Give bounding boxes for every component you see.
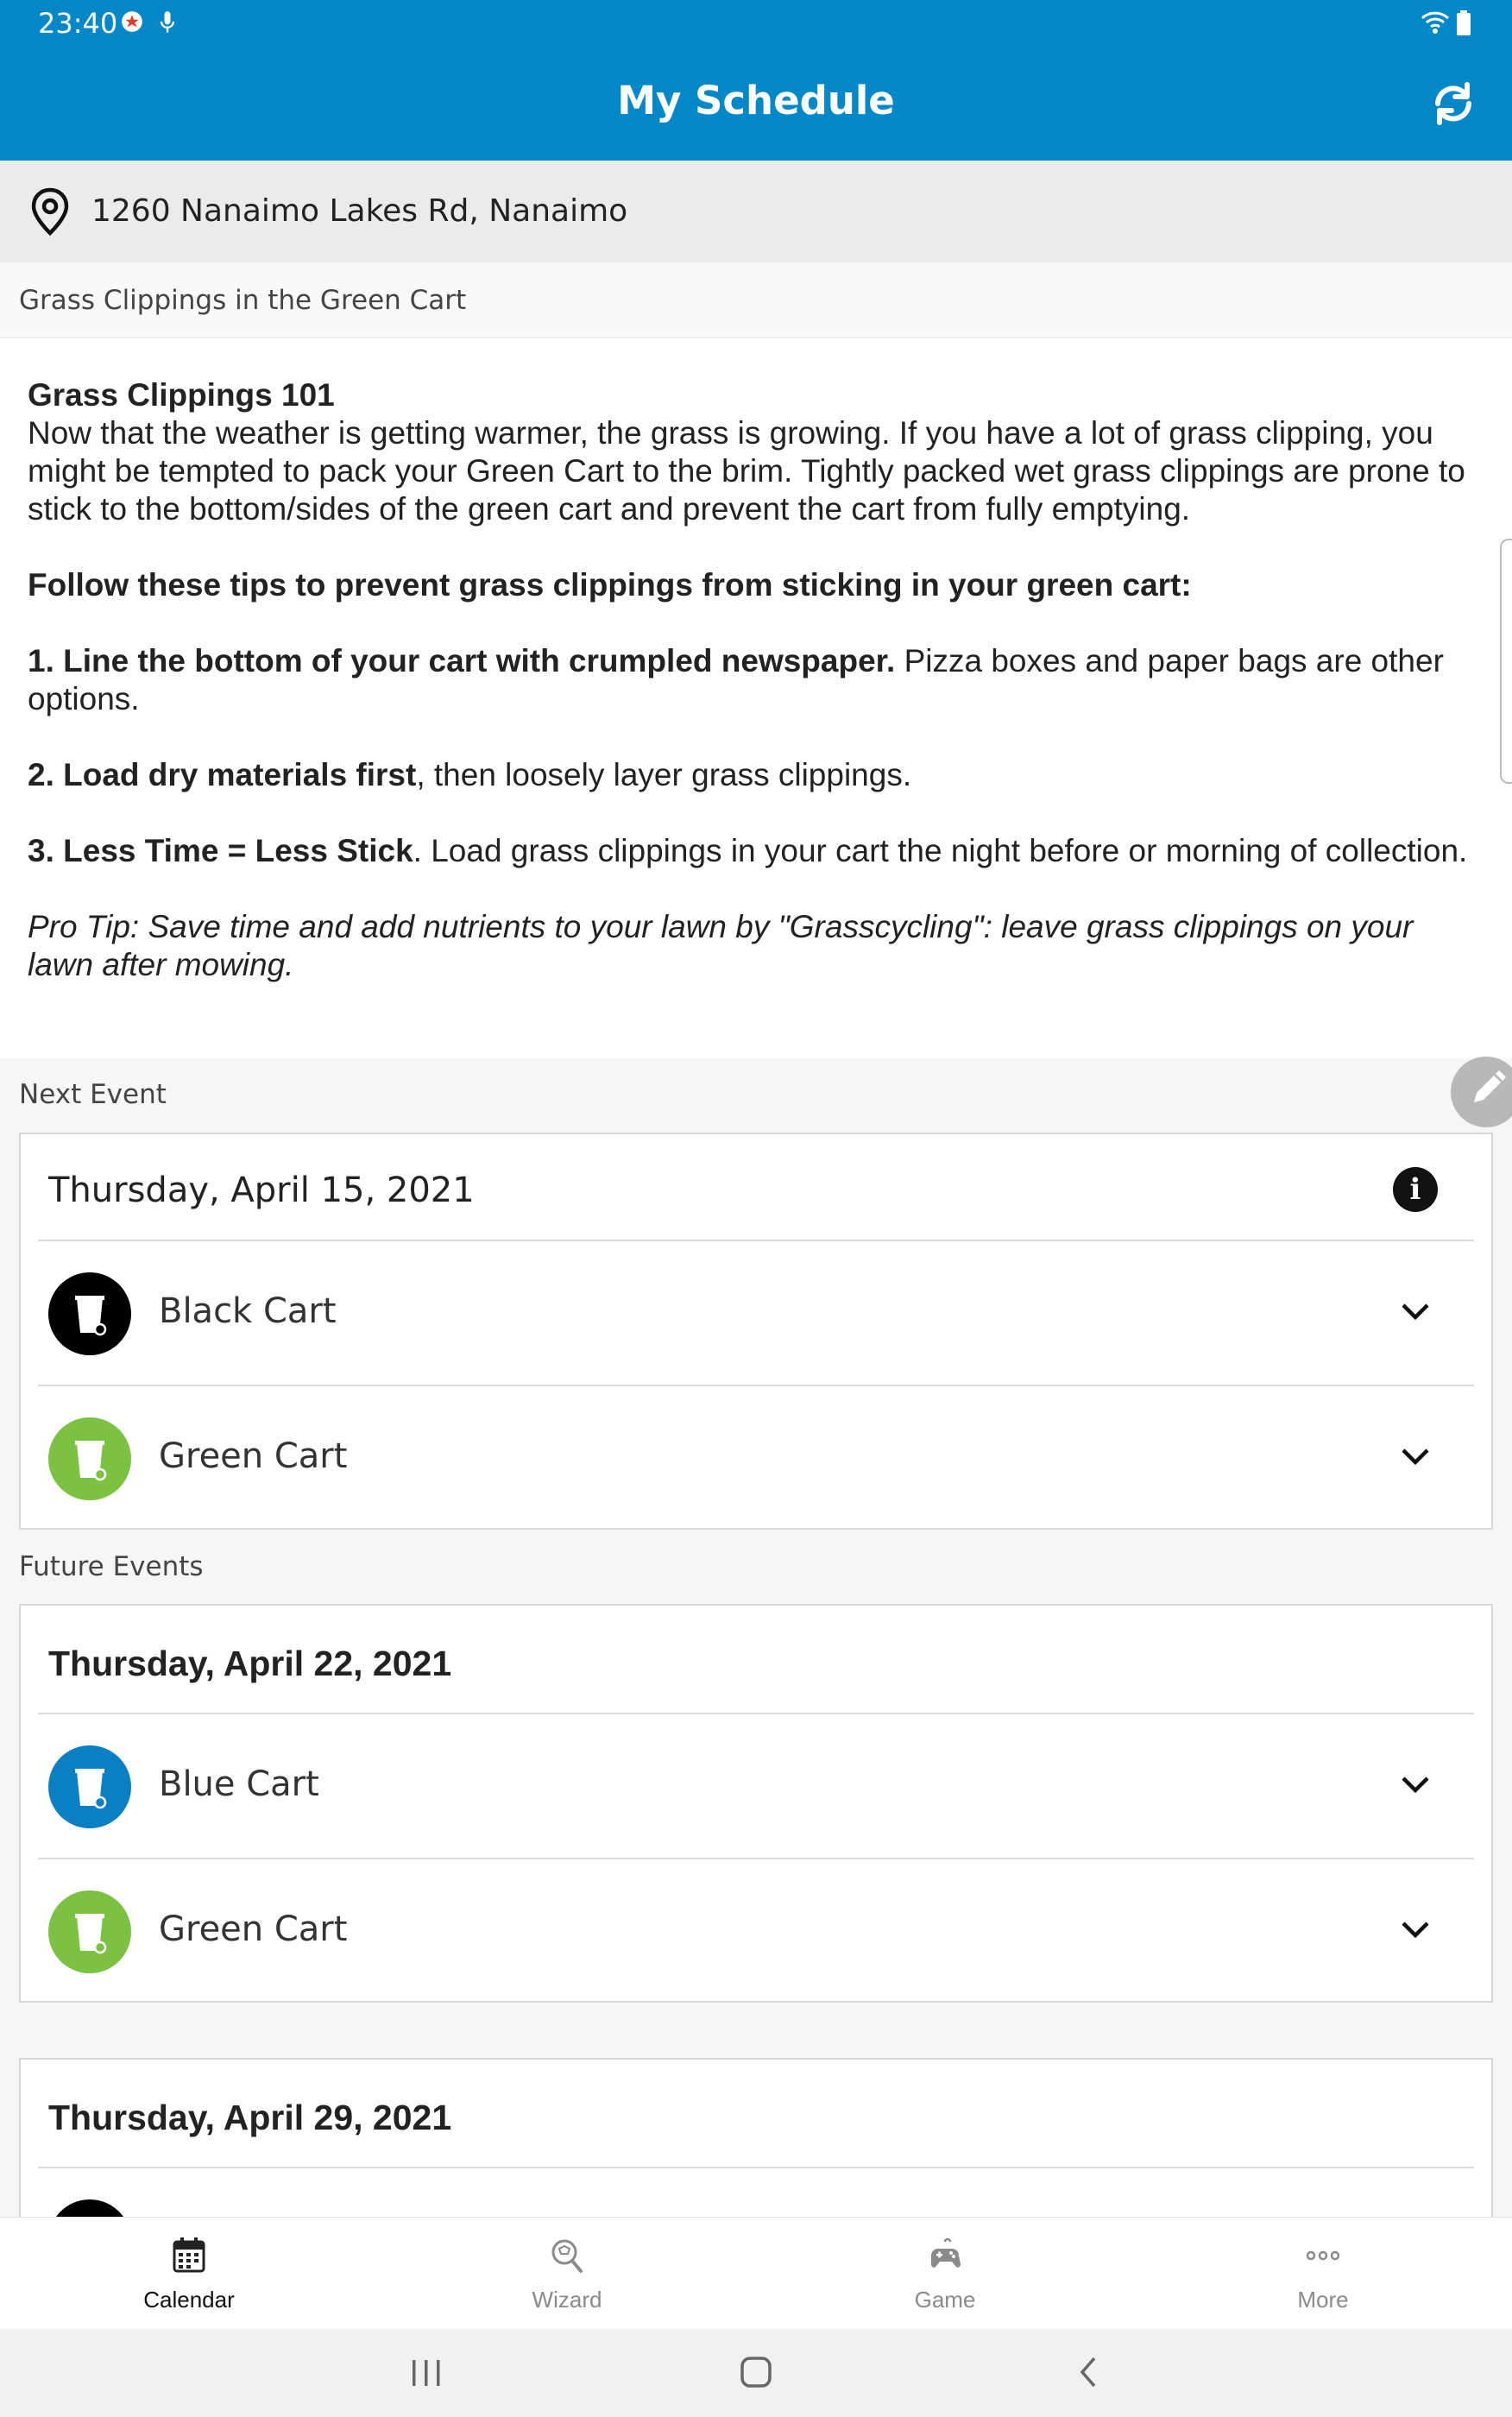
cart-row-blue[interactable] xyxy=(21,1714,1491,1858)
location-pin-icon xyxy=(28,186,72,237)
future-event-card xyxy=(19,2058,1493,2231)
cart-name: Green Cart xyxy=(159,1909,348,1949)
pencil-icon xyxy=(1451,1057,1512,1127)
wizard-icon xyxy=(550,2237,584,2275)
cart-row-black[interactable] xyxy=(21,1241,1491,1385)
status-time: 23:40 xyxy=(38,7,118,40)
nav-game[interactable] xyxy=(756,2218,1134,2330)
nav-wizard[interactable] xyxy=(378,2218,756,2330)
nav-more[interactable] xyxy=(1134,2218,1512,2330)
green-cart-icon xyxy=(48,1890,131,1973)
tip-1: 1. Line the bottom of your cart with crumpled newspaper. Pizza boxes and paper bags are other options. xyxy=(28,643,1444,716)
app-bar xyxy=(0,48,1512,161)
refresh-icon[interactable] xyxy=(1427,78,1479,129)
future-events-label: Future Events xyxy=(19,1551,204,1582)
cart-row-green[interactable] xyxy=(21,1386,1491,1530)
chevron-down-icon[interactable] xyxy=(1400,1447,1431,1467)
cart-name: Blue Cart xyxy=(159,1764,319,1804)
chevron-down-icon[interactable] xyxy=(1400,1920,1431,1941)
wifi-icon xyxy=(1421,10,1450,35)
nav-label: Calendar xyxy=(143,2287,235,2313)
next-event-label: Next Event xyxy=(19,1079,167,1110)
next-event-card xyxy=(19,1133,1493,1530)
tip-2: 2. Load dry materials first, then loosely layer grass clippings. xyxy=(28,757,912,792)
cart-name: Black Cart xyxy=(159,1291,337,1331)
announcement-intro: Now that the weather is getting warmer, the grass is growing. If you have a lot of grass clipping, you might be tempted to pack your Green Cart to the brim. Tightly packed wet grass clippings are prone to stick to the bottom/sides of the green cart and prevent the cart from fully emptying. xyxy=(28,415,1465,527)
home-icon[interactable] xyxy=(739,2355,773,2389)
tips-heading: Follow these tips to prevent grass clippings from sticking in your green cart: xyxy=(28,567,1192,603)
notification-star-icon xyxy=(121,10,143,33)
edit-button[interactable] xyxy=(1451,1057,1512,1127)
info-icon[interactable]: i xyxy=(1393,1167,1438,1212)
recent-apps-icon[interactable] xyxy=(409,2358,444,2388)
address-bar[interactable] xyxy=(0,161,1512,262)
next-event-date: Thursday, April 15, 2021 xyxy=(48,1171,475,1210)
chevron-down-icon[interactable] xyxy=(1400,1775,1431,1795)
bottom-nav xyxy=(0,2217,1512,2329)
announcement-section-label: Grass Clippings in the Green Cart xyxy=(19,285,467,316)
pro-tip: Pro Tip: Save time and add nutrients to your lawn by "Grasscycling": leave grass clippings on your lawn after mowing. xyxy=(28,909,1414,982)
microphone-icon xyxy=(159,10,176,35)
chevron-down-icon[interactable] xyxy=(1400,1302,1431,1322)
nav-label: Game xyxy=(914,2287,976,2313)
future-event-date: Thursday, April 22, 2021 xyxy=(48,1644,452,1683)
side-drawer-handle[interactable] xyxy=(1500,539,1512,784)
more-dots-icon xyxy=(1306,2237,1340,2275)
nav-calendar[interactable] xyxy=(0,2218,378,2330)
system-nav-bar xyxy=(0,2329,1512,2417)
address-text: 1260 Nanaimo Lakes Rd, Nanaimo xyxy=(91,193,628,229)
announcement-header xyxy=(0,262,1512,338)
back-icon[interactable] xyxy=(1075,2355,1101,2389)
game-controller-icon xyxy=(928,2237,962,2275)
black-cart-icon xyxy=(48,1272,131,1355)
future-event-card xyxy=(19,1604,1493,2003)
announcement-body xyxy=(0,338,1512,1058)
page-title: My Schedule xyxy=(617,78,895,123)
tip-3: 3. Less Time = Less Stick. Load grass clippings in your cart the night before or morning of collection. xyxy=(28,833,1468,868)
calendar-icon xyxy=(172,2237,206,2275)
nav-label: Wizard xyxy=(532,2287,602,2313)
future-event-date: Thursday, April 29, 2021 xyxy=(48,2098,452,2137)
cart-name: Green Cart xyxy=(159,1436,348,1476)
battery-icon xyxy=(1455,10,1472,36)
status-bar xyxy=(0,0,1512,48)
green-cart-icon xyxy=(48,1417,131,1500)
blue-cart-icon xyxy=(48,1745,131,1828)
announcement-heading: Grass Clippings 101 xyxy=(28,377,335,413)
nav-label: More xyxy=(1297,2287,1349,2313)
cart-row-green[interactable] xyxy=(21,1859,1491,2003)
